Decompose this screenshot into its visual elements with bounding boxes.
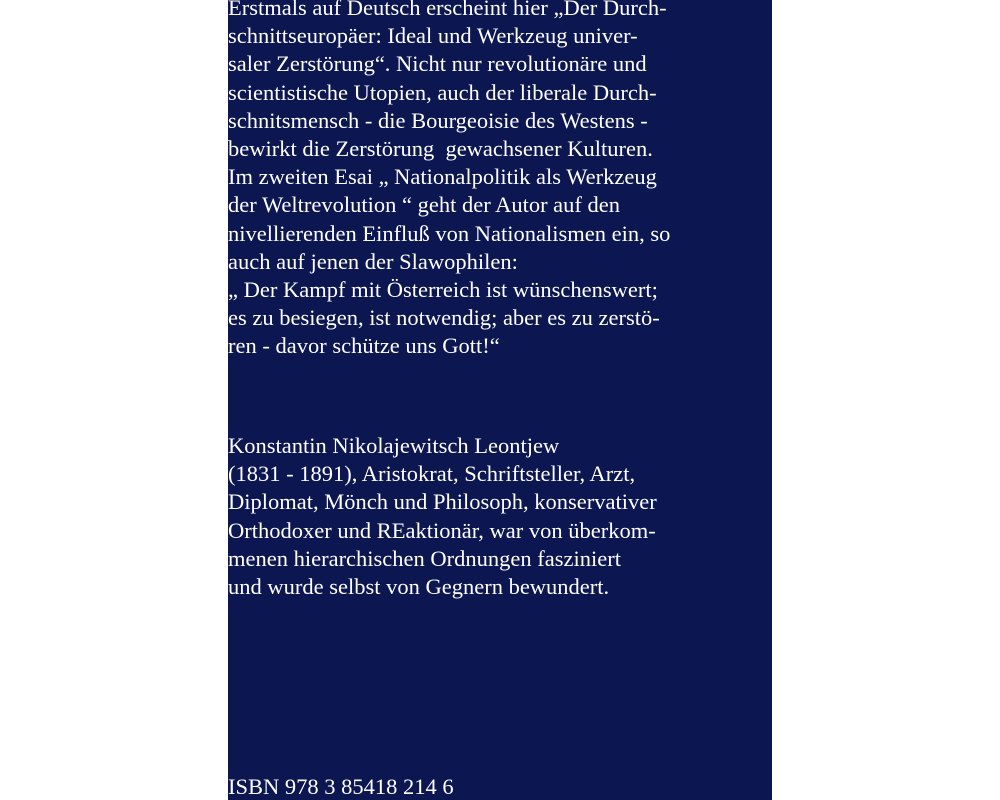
blurb-line: schnitsmensch - die Bourgeoisie des Westens - <box>228 107 648 133</box>
blurb-line: auch auf jenen der Slawophilen: <box>228 248 518 274</box>
isbn-number: ISBN 978 3 85418 214 6 <box>228 774 454 799</box>
bio-line: menen hierarchischen Ordnungen fasziniert <box>228 545 621 571</box>
quote-line: ren - davor schütze uns Gott!“ <box>228 333 500 359</box>
blurb-line: schnittseuropäer: Ideal und Werkzeug univer- <box>228 23 638 49</box>
blurb-line: bewirkt die Zerstörung gewachsener Kulturen. <box>228 135 653 161</box>
blurb-line: Im zweiten Esai „ Nationalpolitik als Werkzeug <box>228 164 657 190</box>
bio-line: (1831 - 1891), Aristokrat, Schriftsteller, Arzt, <box>228 461 636 487</box>
blurb-line: saler Zerstörung“. Nicht nur revolutionäre und <box>228 51 647 77</box>
blurb-line: Erstmals auf Deutsch erscheint hier „Der Durch- <box>228 0 667 20</box>
quote-line: „ Der Kampf mit Österreich ist wünschenswert; <box>228 276 658 302</box>
quote-line: es zu besiegen, ist notwendig; aber es zu zerstö- <box>228 305 660 331</box>
blurb-line: scientistische Utopien, auch der liberale Durch- <box>228 79 657 105</box>
author-name: Konstantin Nikolajewitsch Leontjew <box>228 433 560 458</box>
book-blurb <box>228 0 670 360</box>
bio-line: Orthodoxer und REaktionär, war von überkom- <box>228 517 656 543</box>
blurb-line: nivellierenden Einfluß von Nationalismen ein, so <box>228 220 671 246</box>
author-bio <box>228 432 657 601</box>
blurb-line: der Weltrevolution “ geht der Autor auf den <box>228 192 621 218</box>
bio-line: Diplomat, Mönch und Philosoph, konservativer <box>228 489 657 515</box>
back-cover-panel <box>228 0 772 800</box>
bio-line: und wurde selbst von Gegnern bewundert. <box>228 573 610 599</box>
